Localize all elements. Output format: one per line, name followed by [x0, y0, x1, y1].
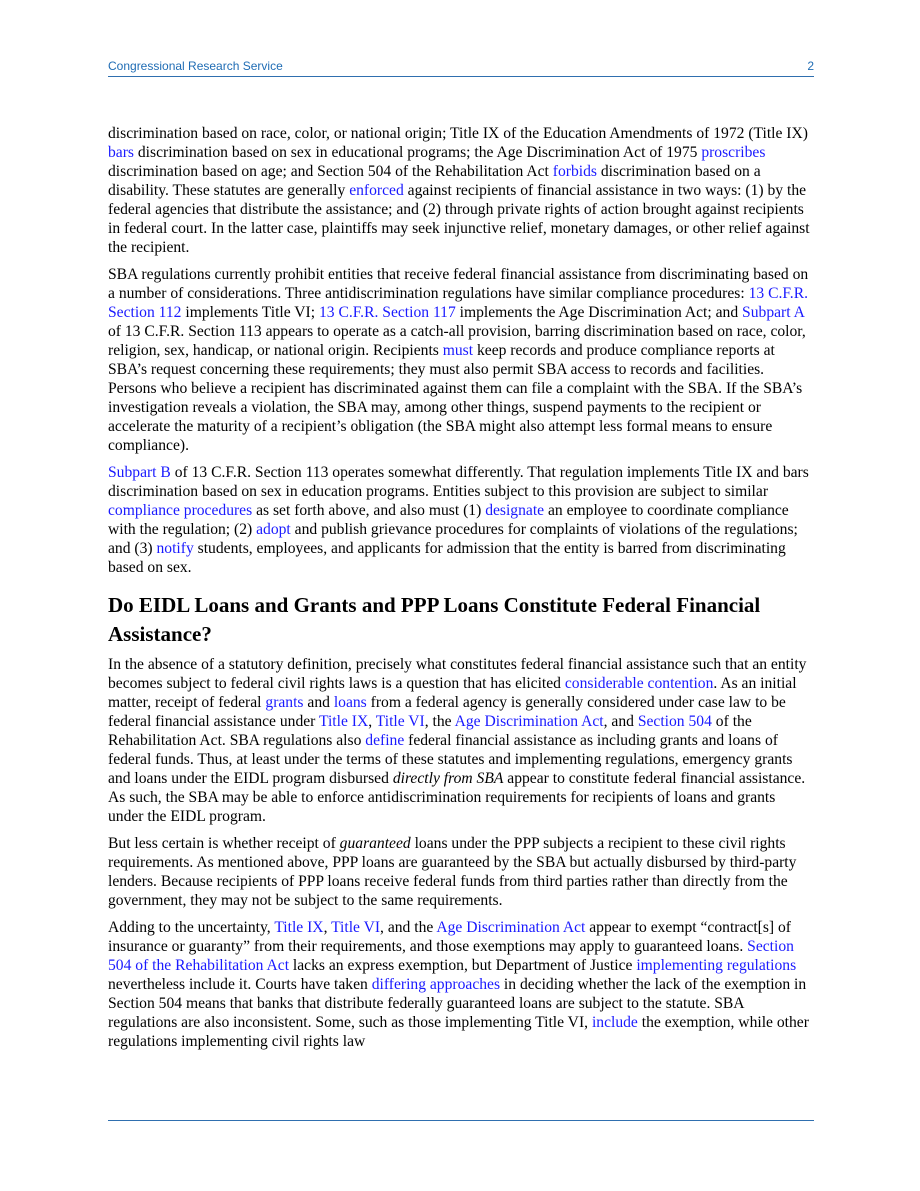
header-org-name: Congressional Research Service: [108, 59, 283, 73]
link-subpart-b[interactable]: Subpart B: [108, 464, 171, 481]
link-implementing-regulations[interactable]: implementing regulations: [636, 957, 797, 974]
text: of the Rehabilitation Act. SBA regulations also: [108, 713, 752, 749]
text: Adding to the uncertainty,: [108, 919, 275, 936]
link-section-504-rehabilitation-act[interactable]: Section 504 of the Rehabilitation Act: [108, 938, 794, 974]
text: implements the Age Discrimination Act; and: [455, 304, 743, 321]
text: discrimination based on sex in educational programs; the Age Discrimination Act of 1975: [133, 144, 702, 161]
link-subpart-a[interactable]: Subpart A: [742, 304, 804, 321]
text: in deciding whether the lack of the exemption in Section 504 means that banks that distribute federally guaranteed loans are subject to the statute. SBA regulations are also inconsistent. Some, such as those implementing Title VI,: [108, 976, 807, 1031]
text: discrimination based on a disability. These statutes are generally: [108, 163, 761, 199]
link-adopt[interactable]: adopt: [256, 521, 291, 538]
link-section-504[interactable]: Section 504: [637, 713, 712, 730]
header-page-number: 2: [807, 59, 814, 73]
text: implements Title VI;: [181, 304, 319, 321]
link-age-discrimination-act[interactable]: Age Discrimination Act: [454, 713, 604, 730]
text: against recipients of financial assistance in two ways: (1) by the federal agencies that distribute the assistance; and (2) through private rights of action brought against recipients in federal court. In the latter case, plaintiffs may seek injunctive relief, monetary damages, or other relief against the recipient.: [108, 182, 810, 256]
link-compliance-procedures[interactable]: compliance procedures: [108, 502, 253, 519]
paragraph-6: [108, 918, 814, 1051]
text: nevertheless include it. Courts have taken: [108, 976, 372, 993]
text: loans under the PPP subjects a recipient to these civil rights requirements. As mentioned above, PPP loans are guaranteed by the SBA but actually disbursed by third-party lenders. Because recipients of PPP loans receive federal funds from third parties rather than directly from the government, they may not be subject to the same requirements.: [108, 835, 797, 909]
text: , and: [603, 713, 638, 730]
text: an employee to coordinate compliance with the regulation; (2): [108, 502, 789, 538]
link-considerable-contention[interactable]: considerable contention: [564, 675, 714, 692]
text: , and the: [380, 919, 437, 936]
link-define[interactable]: define: [365, 732, 405, 749]
text: SBA regulations currently prohibit entities that receive federal financial assistance from discriminating based on a number of considerations. Three antidiscrimination regulations have similar compliance procedures:: [108, 266, 809, 302]
text: appear to constitute federal financial assistance. As such, the SBA may be able to enforce antidiscrimination requirements for recipients of loans and grants under the EIDL program.: [108, 770, 806, 825]
link-differing-approaches[interactable]: differing approaches: [371, 976, 501, 993]
link-forbids[interactable]: forbids: [552, 163, 597, 180]
text: and: [303, 694, 334, 711]
text: But less certain is whether receipt of: [108, 835, 340, 852]
header-rule: [108, 76, 814, 77]
section-heading: Do EIDL Loans and Grants and PPP Loans Constitute Federal Financial Assistance?: [108, 593, 761, 646]
text: discrimination based on race, color, or national origin; Title IX of the Education Amendments of 1972 (Title IX): [108, 125, 808, 142]
text: In the absence of a statutory definition, precisely what constitutes federal financial assistance such that an entity becomes subject to federal civil rights laws is a question that has elicited: [108, 656, 807, 692]
text: appear to exempt “contract[s] of insurance or guaranty” from their requirements, and those exemptions may apply to guaranteed loans.: [108, 919, 791, 955]
link-notify[interactable]: notify: [156, 540, 194, 557]
paragraph-1: [108, 124, 814, 257]
text: from a federal agency is generally considered under case law to be federal financial assistance under: [108, 694, 786, 730]
link-must[interactable]: must: [442, 342, 474, 359]
link-designate[interactable]: designate: [485, 502, 545, 519]
text: students, employees, and applicants for admission that the entity is barred from discriminating based on sex.: [108, 540, 786, 576]
paragraph-4: [108, 655, 814, 826]
text: . As an initial matter, receipt of federal: [108, 675, 797, 711]
text: , the: [424, 713, 455, 730]
text: lacks an express exemption, but Department of Justice: [289, 957, 637, 974]
text: discrimination based on age; and Section 504 of the Rehabilitation Act: [108, 163, 553, 180]
text: of 13 C.F.R. Section 113 operates somewhat differently. That regulation implements Title IX and bars discrimination based on sex in education programs. Entities subject to this provision are subject to similar: [108, 464, 809, 500]
paragraph-3: [108, 463, 814, 577]
link-age-discrimination-act[interactable]: Age Discrimination Act: [436, 919, 586, 936]
link-bars[interactable]: bars: [108, 144, 134, 161]
footer-rule: [108, 1120, 814, 1121]
link-13-cfr-112[interactable]: 13 C.F.R. Section 112: [108, 285, 809, 321]
text: of 13 C.F.R. Section 113 appears to operate as a catch-all provision, barring discrimination based on race, color, religion, sex, handicap, or national origin. Recipients: [108, 323, 806, 359]
link-13-cfr-117[interactable]: 13 C.F.R. Section 117: [318, 304, 456, 321]
document-body: [108, 124, 814, 1059]
text: federal financial assistance as including grants and loans of federal funds. Thus, at least under the terms of these statutes and implementing regulations, emergency grants and loans under the EIDL program disbursed: [108, 732, 793, 787]
link-title-ix[interactable]: Title IX: [274, 919, 324, 936]
text: ,: [323, 919, 332, 936]
paragraph-5: [108, 834, 814, 910]
link-title-vi[interactable]: Title VI: [331, 919, 381, 936]
link-loans[interactable]: loans: [333, 694, 367, 711]
emphasis: directly from SBA: [392, 770, 504, 787]
emphasis: guaranteed: [339, 835, 411, 852]
link-include[interactable]: include: [591, 1014, 638, 1031]
text: and publish grievance procedures for complaints of violations of the regulations; and (3): [108, 521, 798, 557]
link-enforced[interactable]: enforced: [349, 182, 404, 199]
text: as set forth above, and also must (1): [252, 502, 486, 519]
link-grants[interactable]: grants: [265, 694, 304, 711]
text: the exemption, while other regulations implementing civil rights law: [108, 1014, 809, 1050]
link-title-ix[interactable]: Title IX: [319, 713, 369, 730]
text: ,: [368, 713, 376, 730]
paragraph-2: [108, 265, 814, 455]
text: keep records and produce compliance reports at SBA’s request concerning these requirements; they must also permit SBA access to records and facilities. Persons who believe a recipient has discriminated against them can file a complaint with the SBA. If the SBA’s investigation reveals a violation, the SBA may, among other things, suspend payments to the recipient or accelerate the maturity of a recipient’s obligation (the SBA might also attempt less formal means to ensure compliance).: [108, 342, 803, 454]
link-proscribes[interactable]: proscribes: [701, 144, 766, 161]
link-title-vi[interactable]: Title VI: [375, 713, 425, 730]
